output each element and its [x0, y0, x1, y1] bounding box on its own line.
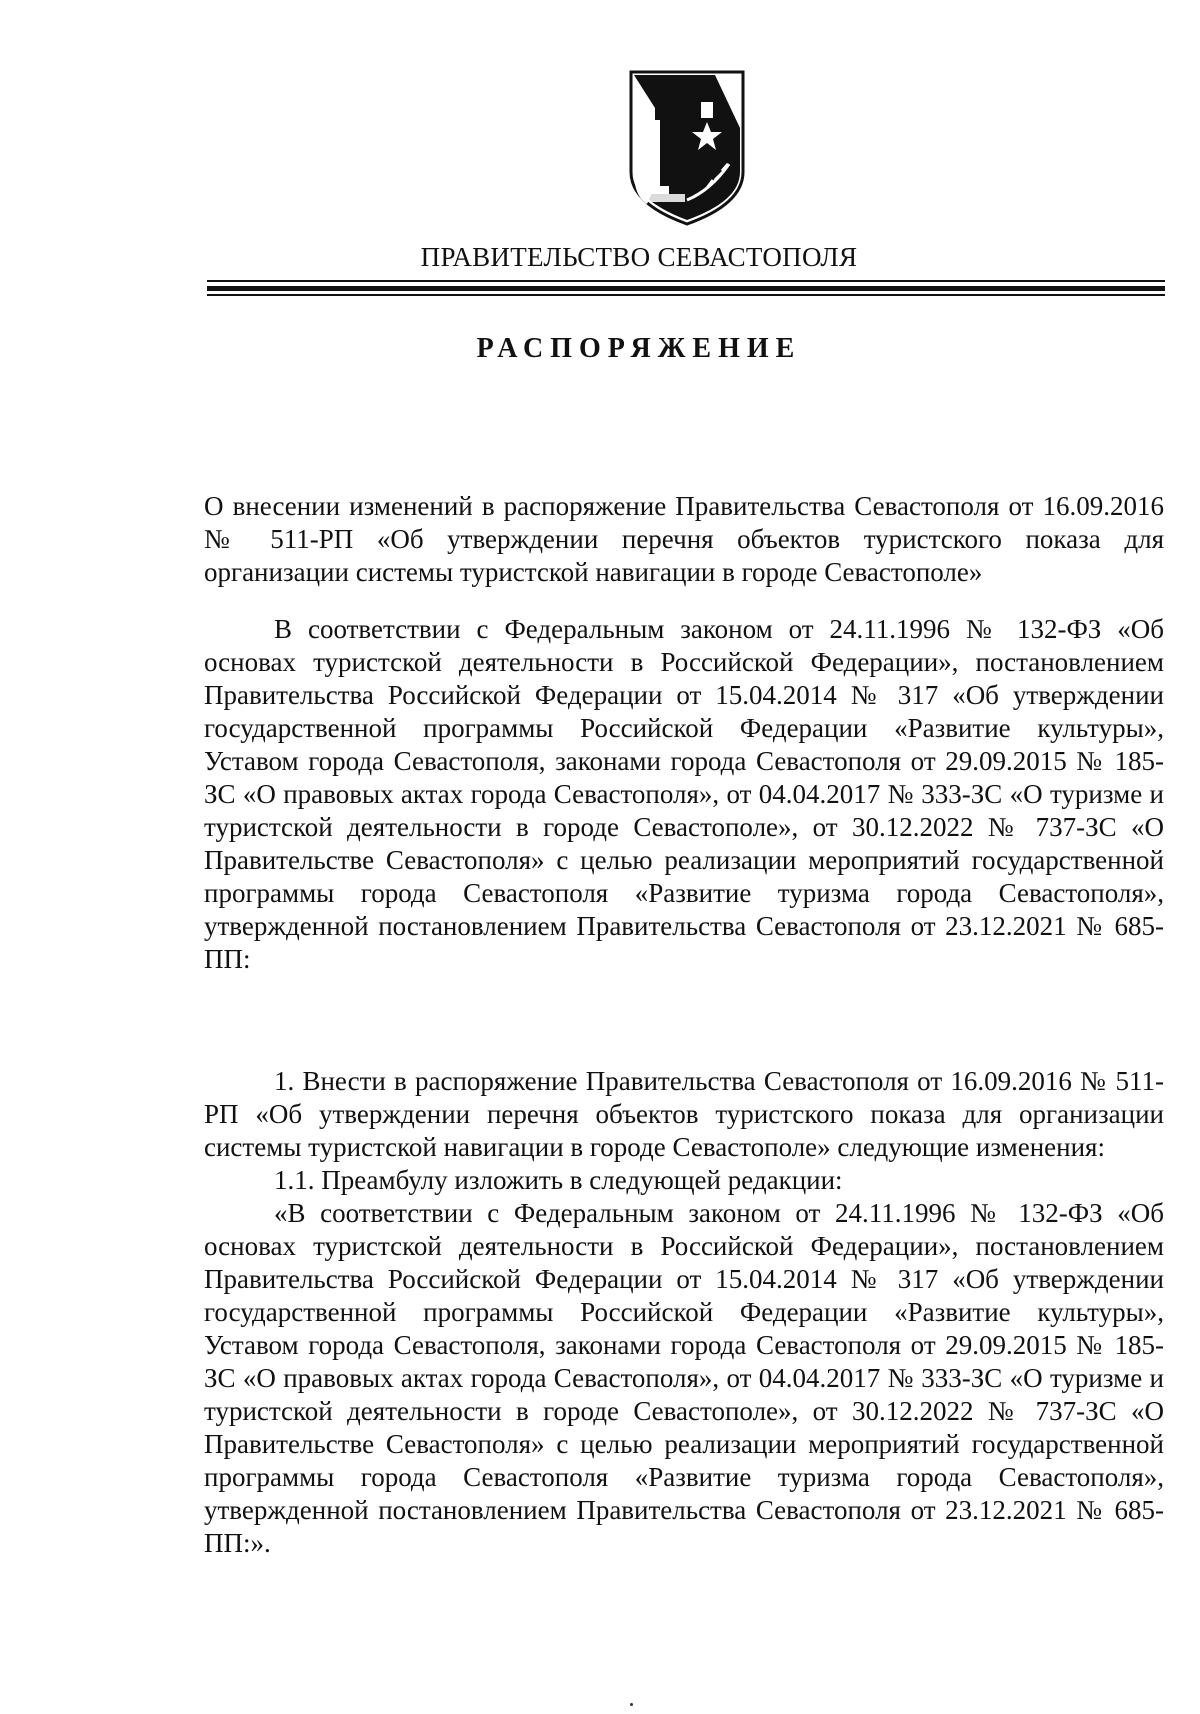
item-1-1: 1.1. Преамбулу изложить в следующей редакции: [274, 1165, 843, 1195]
item-1: 1. Внести в распоряжение Правительства Севастополя от 16.09.2016 № 511-РП «Об утверждении перечня объектов туристского показа для организации системы туристской навигации в городе Севастополе» следующие изменения: [204, 1066, 1164, 1162]
document-type: РАСПОРЯЖЕНИЕ [476, 333, 802, 364]
document-preamble [204, 613, 1164, 976]
organization-name: ПРАВИТЕЛЬСТВО СЕВАСТОПОЛЯ [420, 242, 858, 272]
header-rule-thin-top [207, 280, 1165, 282]
coat-of-arms-icon [625, 68, 749, 228]
preamble-text: В соответствии с Федеральным законом от 24.11.1996 № 132-ФЗ «Об основах туристской деятельности в Российской Федерации», постановлением Правительства Российской Федерации от 15.04.2014 № 317 «Об утверждении государственной программы Российской Федерации «Развитие культуры», Уставом города Севастополя, законами города Севастополя от 29.09.2015 № 185-ЗС «О правовых актах города Севастополя», от 04.04.2017 № 333-ЗС «О туризме и туристской деятельности в городе Севастополе», от 30.12.2022 № 737-ЗС «О Правительстве Севастополя» с целью реализации мероприятий государственной программы города Севастополя «Развитие туризма города Севастополя», утвержденной постановлением Правительства Севастополя от 23.12.2021 № 685-ПП: [204, 614, 1164, 974]
header-rule-thick [207, 286, 1165, 291]
subject-text: О внесении изменений в распоряжение Правительства Севастополя от 16.09.2016 № 511-РП «Об утверждении перечня объектов туристского показа для организации системы туристской навигации в городе Севастополе» [204, 491, 1164, 587]
item-1-1-text: «В соответствии с Федеральным законом от 24.11.1996 № 132-ФЗ «Об основах туристской деятельности в Российской Федерации», постановлением Правительства Российской Федерации от 15.04.2014 № 317 «Об утверждении государственной программы Российской Федерации «Развитие культуры», Уставом города Севастополя, законами города Севастополя от 29.09.2015 № 185-ЗС «О правовых актах города Севастополя», от 04.04.2017 № 333-ЗС «О туризме и туристской деятельности в городе Севастополе», от 30.12.2022 № 737-ЗС «О Правительстве Севастополя» с целью реализации мероприятий государственной программы города Севастополя «Развитие туризма города Севастополя», утвержденной постановлением Правительства Севастополя от 23.12.2021 № 685-ПП:». [204, 1198, 1164, 1558]
document-subject [204, 490, 1164, 589]
header-rule-thin-bottom [207, 294, 1165, 296]
page-mark [630, 1703, 633, 1706]
document-items [204, 1065, 1164, 1560]
